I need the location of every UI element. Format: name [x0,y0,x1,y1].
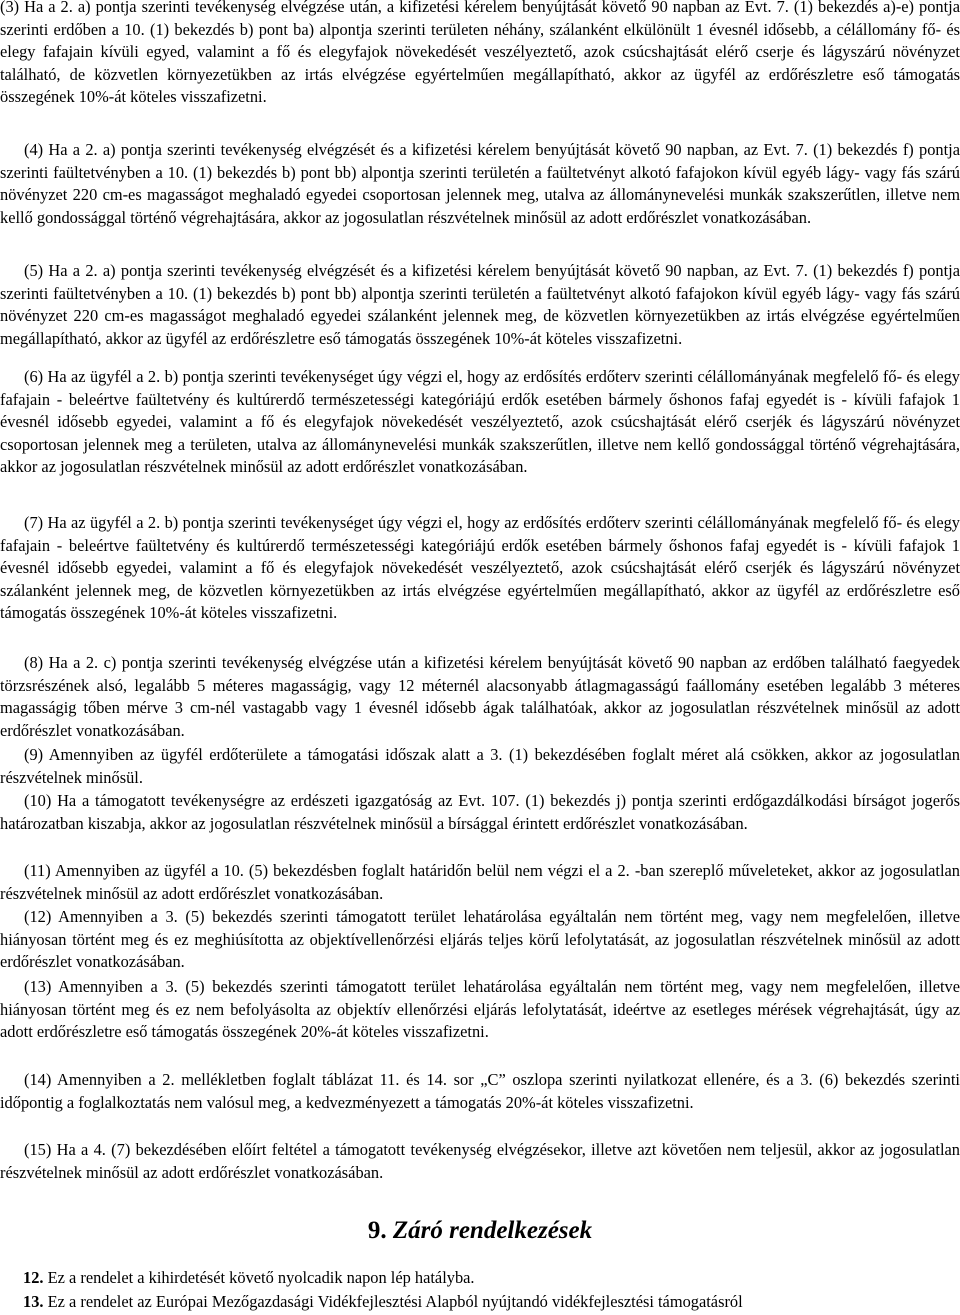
final-item-number: 13. [23,1292,44,1311]
section-number: 9. [367,1217,387,1244]
paragraph-7: (7) Ha az ügyfél a 2. b) pontja szerinti tevékenységet úgy végzi el, hogy az erdősítés erdőterv szerinti célállományának megfelelő fő- és elegy fafajain - beleértve faültetvény és kultúrerdő természetességi kategóriájú erdők esetében bármely őshonos fafaj egyedét is - kívüli fafajok 1 évesnél idősebb egyedei, valamint a fő és elegyfajok növekedését veszélyeztető, azok csúcshajtását elérő cserjék és lágyszárú növényzet szálanként jelennek meg, de közvetlen környezetükben az irtás elvégzése egyértelműen megállapítható, akkor az ügyfél az erdőrészletre eső támogatás összegének 10%-át köteles visszafizetni. [0,513,960,622]
final-item-13 [23,1291,960,1314]
paragraph-8: (8) Ha a 2. c) pontja szerinti tevékenység elvégzése után a kifizetési kérelem benyújtását követő 90 napban az erdőben található faegyedek törzsrészének alsó, legalább 5 méteres magasságig, vagy 12 méternél alacsonyabb átlagmagasságú faállomány esetében legalább 3 méteres magasságig tőben mérve 3 cm-nél vastagabb vagy 1 évesnél idősebb ágak találhatóak, akkor az jogosulatlan részvételnek minősül az adott erdőrészlet vonatkozásában. [0,653,960,740]
paragraph-10: (10) Ha a támogatott tevékenységre az erdészeti igazgatóság az Evt. 107. (1) bekezdés j) pontja szerinti erdőgazdálkodási bírságot jogerős határozatban kiszabja, akkor az jogosulatlan részvételnek minősül a bírsággal érintett erdőrészlet vonatkozásában. [0,791,960,833]
paragraph-3: (3) Ha a 2. a) pontja szerinti tevékenység elvégzése után, a kifizetési kérelem benyújtását követő 90 napban az Evt. 7. (1) bekezdés a)-e) pontja szerinti erdőben a 10. (1) bekezdés b) pont ba) alpontja szerinti területen néhány, szálanként elkülönült 1 évesnél idősebb, a célállomány fő- és elegy fafajain kívüli egyed, valamint a fő és elegyfajok növekedését veszélyeztető, azok csúcshajtását elérő cserje és lágyszárú növényzet található, de közvetlen környezetükben az irtás elvégzése egyértelműen megállapítható, akkor az ügyfél az erdőrészletre eső támogatás összegének 10%-át köteles visszafizetni. [0,0,960,106]
paragraph-11: (11) Amennyiben az ügyfél a 10. (5) bekezdésben foglalt határidőn belül nem végzi el a 2. -ban szereplő műveleteket, akkor az jogosulatlan részvételnek minősül az adott erdőrészlet vonatkozásában. [0,861,960,903]
final-item-text: Ez a rendelet a kihirdetését követő nyolcadik napon lép hatályba. [47,1268,475,1287]
final-item-text: Ez a rendelet az Európai Mezőgazdasági Vidékfejlesztési Alapból nyújtandó vidékfejlesztési támogatásról [47,1292,743,1311]
paragraph-9: (9) Amennyiben az ügyfél erdőterülete a támogatási időszak alatt a 3. (1) bekezdésében foglalt méret alá csökken, akkor az jogosulatlan részvételnek minősül. [0,745,960,787]
paragraph-6: (6) Ha az ügyfél a 2. b) pontja szerinti tevékenységet úgy végzi el, hogy az erdősítés erdőterv szerinti célállományának megfelelő fő- és elegy fafajain - beleértve faültetvény és kultúrerdő természetességi kategóriájú erdők esetében bármely őshonos fafaj egyedét is - kívüli fafajok 1 évesnél idősebb egyedei, valamint a fő és elegyfajok növekedését veszélyeztető, azok csúcshajtását elérő cserjék és lágyszárú növényzet csoportosan jelennek meg a területen, utalva az állománynevelési munkák szakszerűtlen, illetve nem kellő gondossággal történő végrehajtására, akkor az jogosulatlan részvételnek minősül az adott erdőrészlet vonatkozásában. [0,367,960,476]
final-item-12 [23,1267,960,1290]
paragraph-13: (13) Amennyiben a 3. (5) bekezdés szerinti támogatott terület lehatárolása egyáltalán nem történt meg, vagy nem megfelelően, illetve hiányosan történt meg és ez nem befolyásolta az objektív ellenőrzési eljárás lefolytatását, ideértve az esetleges mérések végrehajtását, úgy az adott erdőrészletre eső támogatás összegének 20%-át köteles visszafizetni. [0,977,960,1041]
paragraph-4: (4) Ha a 2. a) pontja szerinti tevékenység elvégzését és a kifizetési kérelem benyújtását követő 90 napban, az Evt. 7. (1) bekezdés f) pontja szerinti faültetvényben a 10. (1) bekezdés b) pont bb) alpontja szerinti területén a faültetvényt alkotó fafajokon kívül egyéb lágy- vagy fás szárú növényzet 220 cm-es magasságot meghaladó egyedei csoportosan jelennek meg, utalva az állománynevelési munkák szakszerűtlen, illetve nem kellő gondossággal történő végrehajtására, akkor az jogosulatlan részvételnek minősül az adott erdőrészlet vonatkozásában. [0,140,960,227]
section-heading [0,1216,960,1246]
paragraph-5: (5) Ha a 2. a) pontja szerinti tevékenység elvégzését és a kifizetési kérelem benyújtását követő 90 napban, az Evt. 7. (1) bekezdés f) pontja szerinti faültetvényben a 10. (1) bekezdés b) pont bb) alpontja szerinti területén a faültetvényt alkotó fafajokon kívül egyéb lágy- vagy fás szárú növényzet 220 cm-es magasságot meghaladó egyedei szálanként jelennek meg, de közvetlen környezetükben az irtás elvégzése egyértelműen megállapítható, akkor az ügyfél az erdőrészletre eső támogatás összegének 10%-át köteles visszafizetni. [0,261,960,348]
section-title: Záró rendelkezések [392,1217,593,1244]
final-item-number: 12. [23,1268,44,1287]
paragraph-14: (14) Amennyiben a 2. mellékletben foglalt táblázat 11. és 14. sor „C” oszlopa szerinti nyilatkozat ellenére, és a 3. (6) bekezdés szerinti időpontig a foglalkoztatás nem valósul meg, a kedvezményezett a támogatás 20%-át köteles visszafizetni. [0,1070,960,1112]
paragraph-12: (12) Amennyiben a 3. (5) bekezdés szerinti támogatott terület lehatárolása egyáltalán nem történt meg, vagy nem megfelelően, illetve hiányosan történt meg és ez meghiúsította az objektívellenőrzési eljárás teljes körű lefolytatását, az jogosulatlan részvételnek minősül az adott erdőrészlet vonatkozásában. [0,907,960,971]
paragraph-15: (15) Ha a 4. (7) bekezdésében előírt feltétel a támogatott tevékenység elvégzésekor, illetve azt követően nem teljesül, akkor az jogosulatlan részvételnek minősül az adott erdőrészlet vonatkozásában. [0,1140,960,1182]
